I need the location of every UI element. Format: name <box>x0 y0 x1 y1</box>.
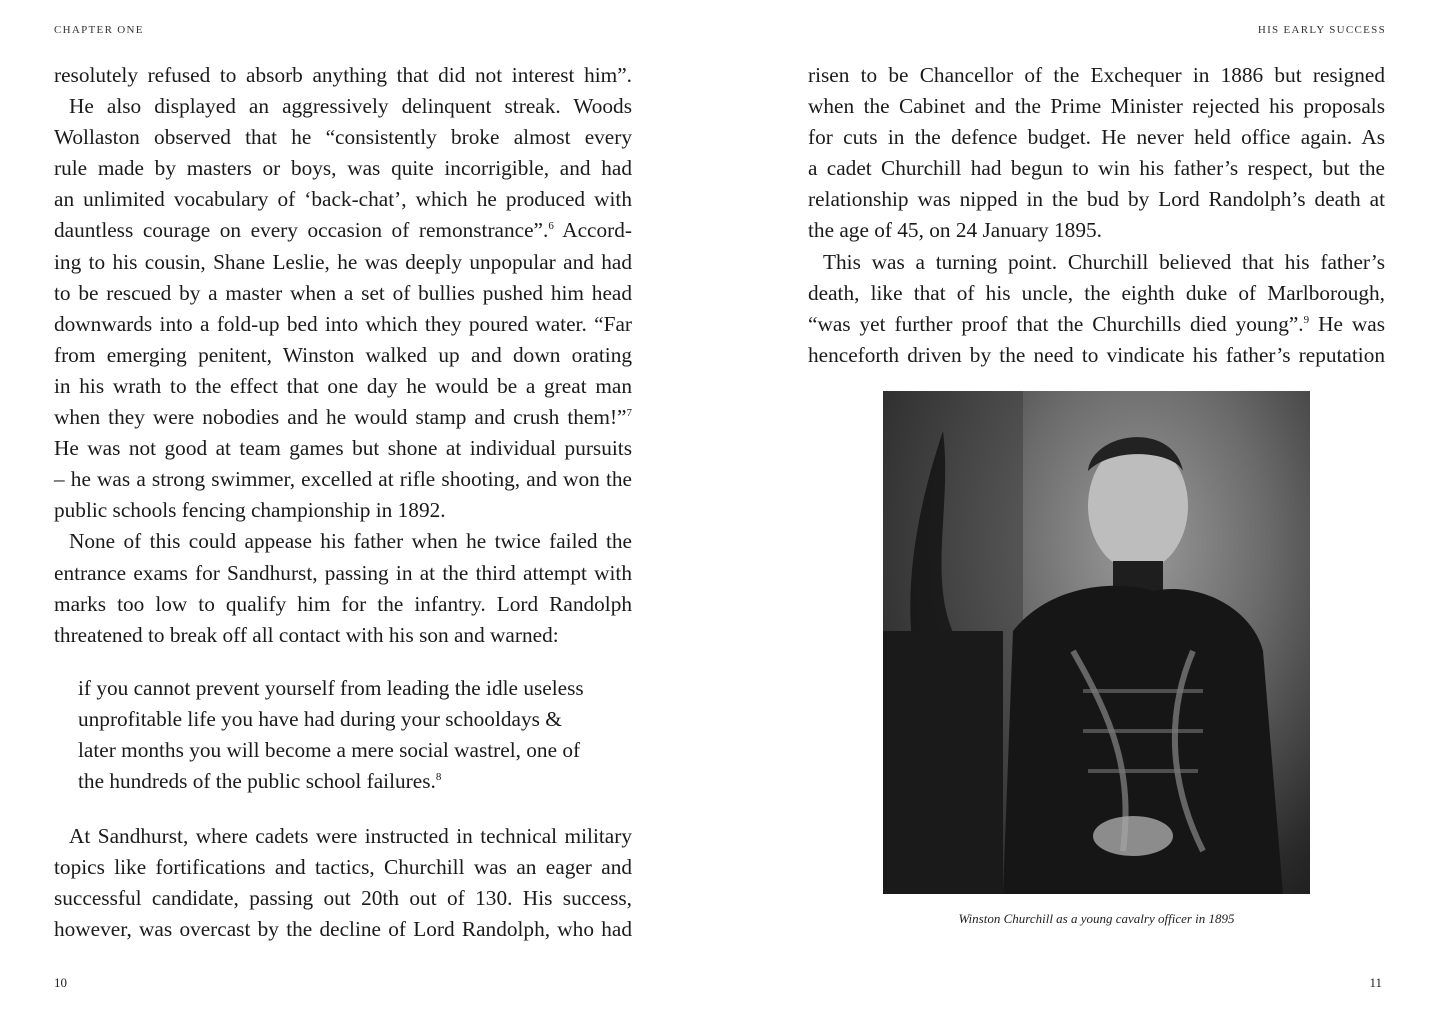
text-line: topics like fortifications and tactics, Churchill was an eager and <box>54 855 632 880</box>
text-line: to be rescued by a master when a set of bullies pushed him head <box>54 280 632 305</box>
quote-line: later months you will become a mere social wastrel, one of <box>78 737 581 762</box>
text-line: rule made by masters or boys, was quite incorrigible, and had <box>54 156 632 181</box>
text-line: This was a turning point. Churchill believed that his father’s <box>823 249 1385 274</box>
text-line: ing to his cousin, Shane Leslie, he was deeply unpopular and had <box>54 249 632 274</box>
footnote-ref: 7 <box>626 407 632 420</box>
text-line: when they were nobodies and he would stamp and crush them!”$^7$ <box>54 405 632 430</box>
text-line: “was yet further proof that the Churchills died young”.$^9$ He was <box>808 311 1385 336</box>
left-page-body <box>54 60 632 946</box>
text-line: the age of 45, on 24 January 1895. <box>808 218 1102 243</box>
text-line: public schools fencing championship in 1892. <box>54 498 446 523</box>
text-line: dauntless courage on every occasion of remonstrance”.$^6$ Accord- <box>54 218 632 243</box>
text-line: marks too low to qualify him for the infantry. Lord Randolph <box>54 591 632 616</box>
text-line: – he was a strong swimmer, excelled at rifle shooting, and won the <box>54 467 632 492</box>
portrait-image <box>883 391 1310 894</box>
text-line: when the Cabinet and the Prime Minister rejected his proposals <box>808 94 1385 119</box>
page-number-left: 10 <box>54 975 67 990</box>
text-line: a cadet Churchill had begun to win his father’s respect, but the <box>808 156 1385 181</box>
footnote-ref: 9 <box>1303 313 1310 326</box>
block-quote <box>78 673 598 797</box>
text-line: for cuts in the defence budget. He never held office again. As <box>808 125 1385 150</box>
running-head-left: CHAPTER ONE <box>54 24 144 36</box>
right-page-body <box>808 60 1385 371</box>
text-line: successful candidate, passing out 20th out of 130. His success, <box>54 886 632 911</box>
text-line: relationship was nipped in the bud by Lord Randolph’s death at <box>808 187 1385 212</box>
text-line: from emerging penitent, Winston walked up and down orating <box>54 342 632 367</box>
footnote-ref: 6 <box>548 220 554 233</box>
text-line: in his wrath to the effect that one day he would be a great man <box>54 373 632 398</box>
text-line: At Sandhurst, where cadets were instructed in technical military <box>69 824 632 849</box>
text-line: He was not good at team games but shone at individual pursuits <box>54 436 632 461</box>
quote-line: if you cannot prevent yourself from leading the idle useless <box>78 675 584 700</box>
text-line: death, like that of his uncle, the eighth duke of Marlborough, <box>808 280 1385 305</box>
text-line: downwards into a fold-up bed into which they poured water. “Far <box>54 311 632 336</box>
text-line: risen to be Chancellor of the Exchequer in 1886 but resigned <box>808 63 1385 87</box>
text-line: resolutely refused to absorb anything that did not interest him”. <box>54 63 632 87</box>
quote-line: unprofitable life you have had during your schooldays & <box>78 706 562 731</box>
text-line: None of this could appease his father when he twice failed the <box>69 529 632 554</box>
text-line: entrance exams for Sandhurst, passing in at the third attempt with <box>54 560 632 585</box>
text-line: Wollaston observed that he “consistently broke almost every <box>54 125 632 150</box>
text-line: henceforth driven by the need to vindicate his father’s reputation <box>808 342 1385 367</box>
quote-line: the hundreds of the public school failures.$^8$ <box>78 769 442 794</box>
text-line: He also displayed an aggressively delinquent streak. Woods <box>69 94 632 119</box>
page-number-right: 11 <box>1369 975 1382 990</box>
churchill-photograph <box>883 391 1310 894</box>
photo-caption: Winston Churchill as a young cavalry officer in 1895 <box>958 911 1235 926</box>
running-head-right: HIS EARLY SUCCESS <box>1257 24 1386 36</box>
text-line: however, was overcast by the decline of Lord Randolph, who had <box>54 917 632 942</box>
text-line: threatened to break off all contact with his son and warned: <box>54 622 559 647</box>
footnote-ref: 8 <box>435 771 442 784</box>
text-line: an unlimited vocabulary of ‘back-chat’, which he produced with <box>54 187 632 212</box>
